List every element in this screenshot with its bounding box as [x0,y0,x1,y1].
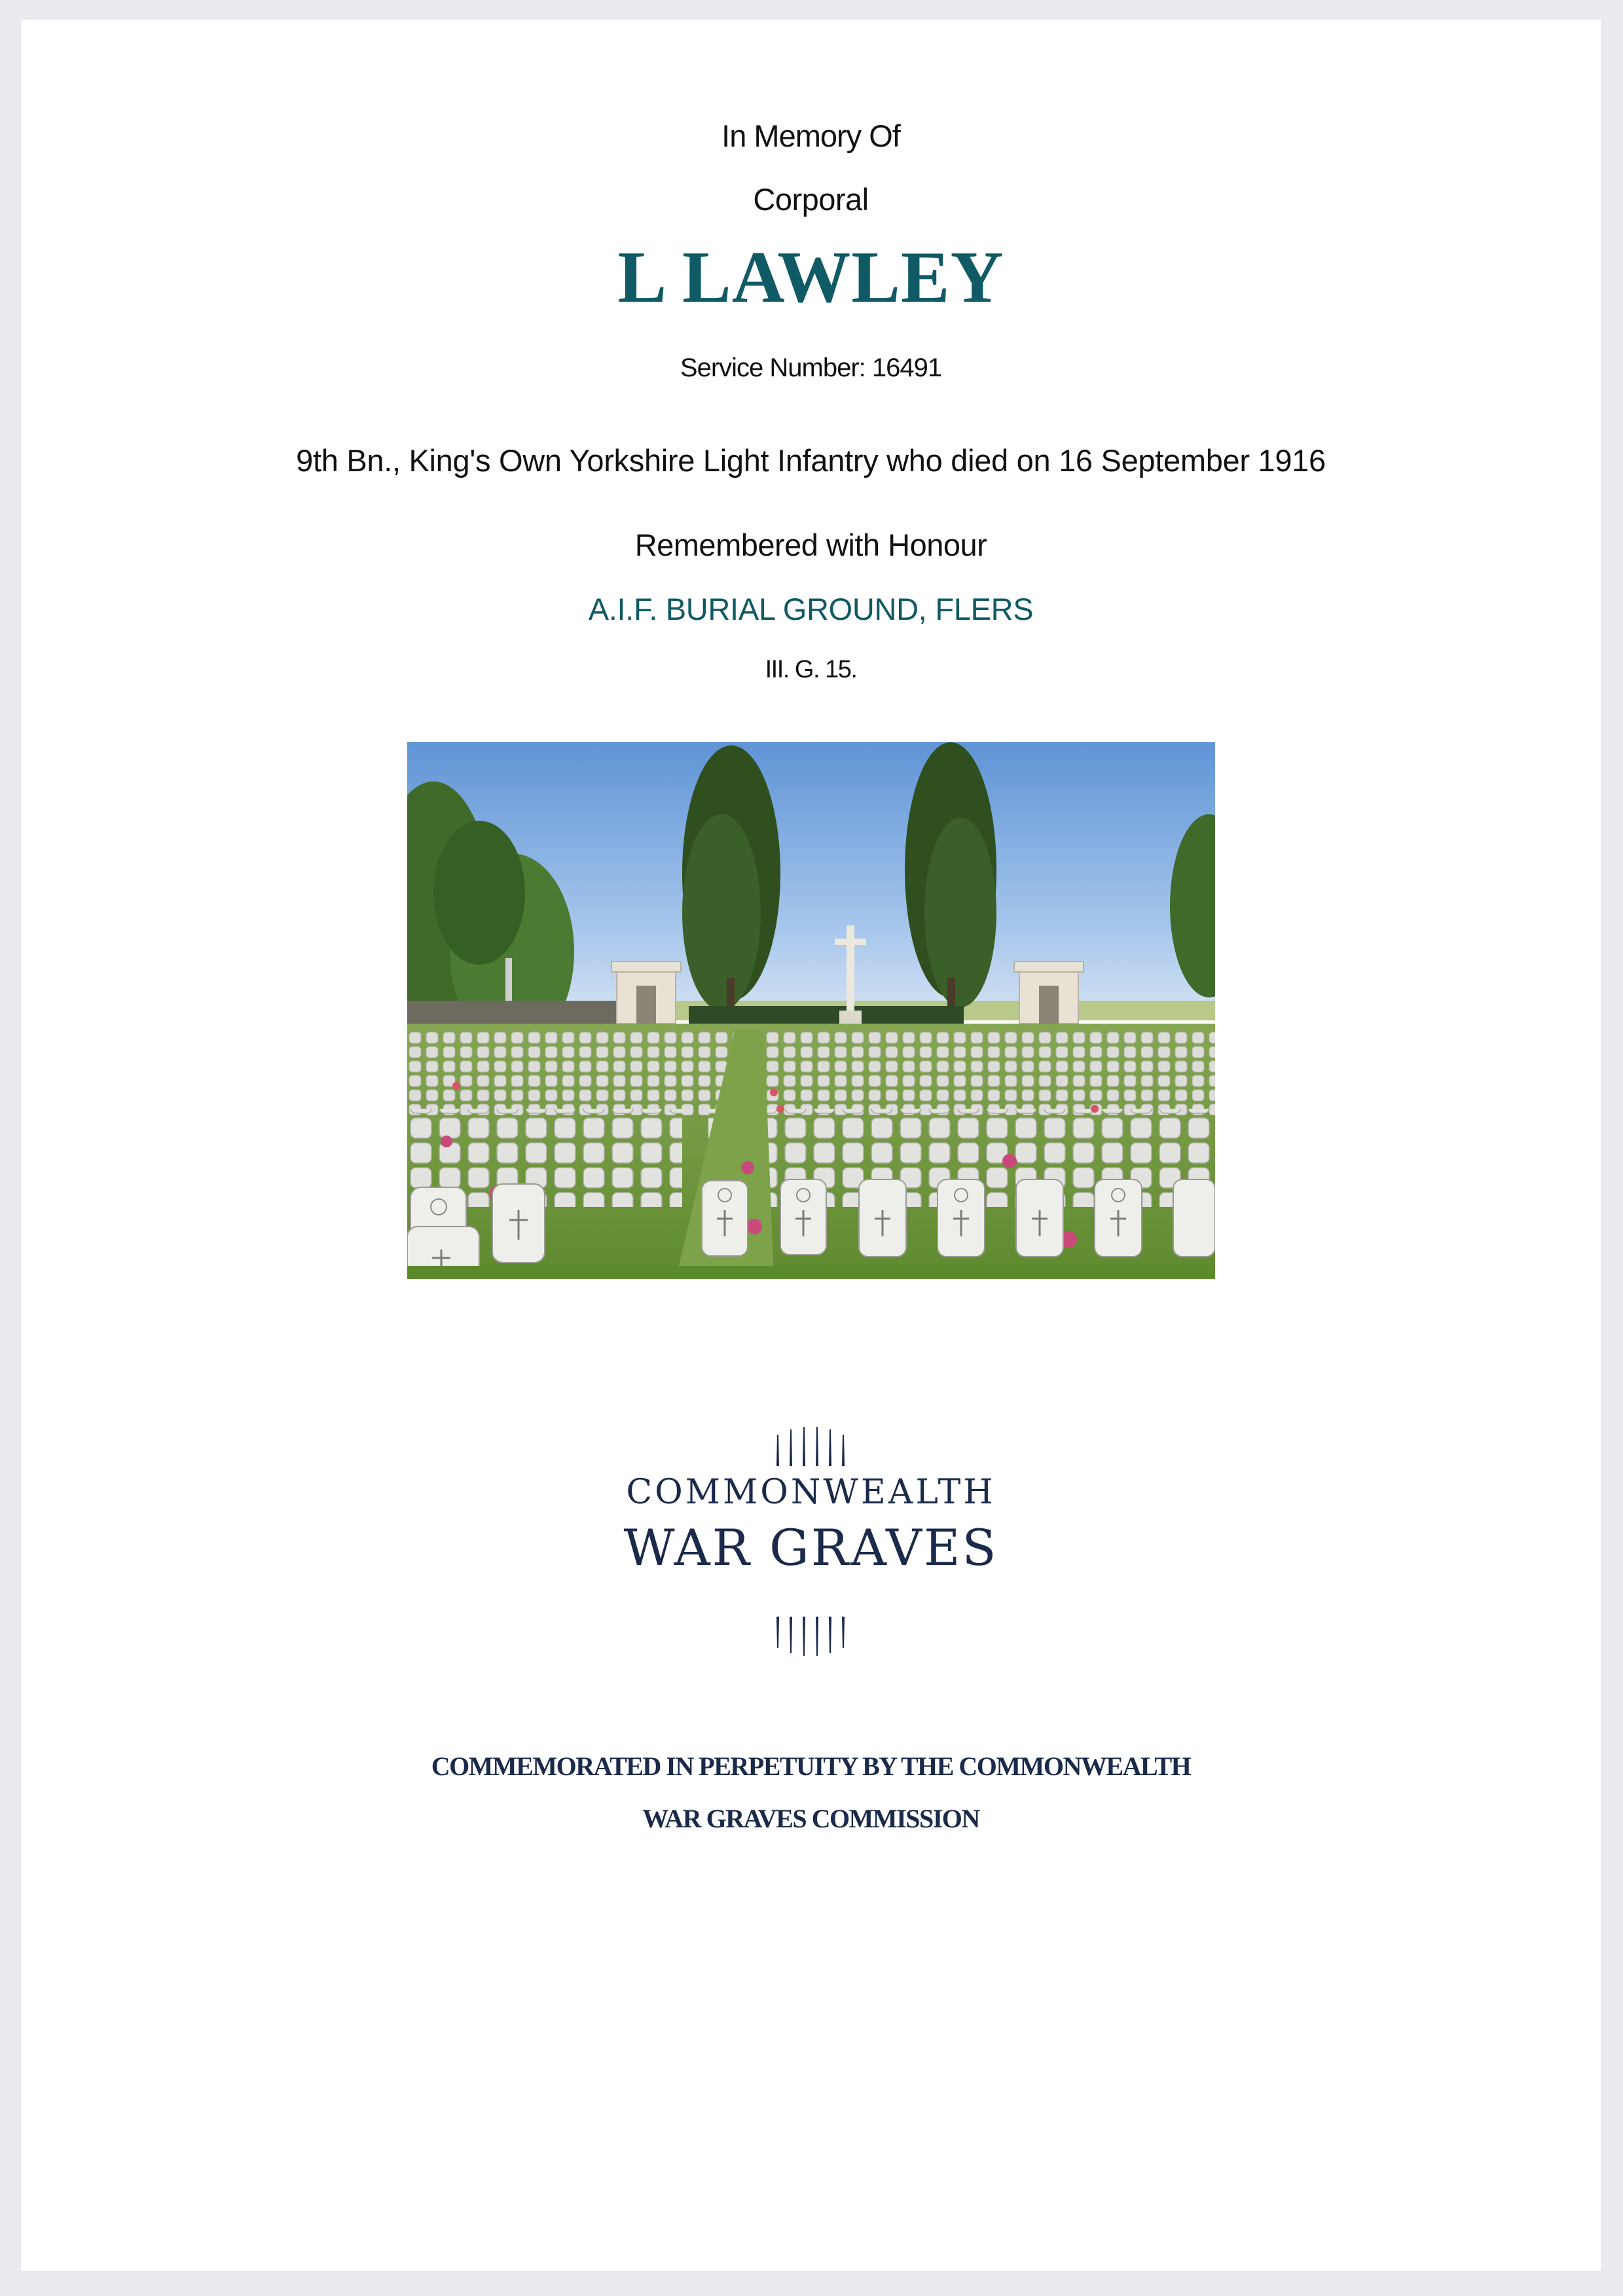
logo-text-war-graves: WAR GRAVES [623,1518,998,1577]
commemoration-line-2: WAR GRAVES COMMISSION [642,1804,979,1833]
grave-reference: III. G. 15. [765,656,857,683]
commemoration-line-1: COMMEMORATED IN PERPETUITY BY THE COMMONWEALTH [431,1751,1191,1781]
remembered-text: Remembered with Honour [634,528,987,562]
unit-and-death-date: 9th Bn., King's Own Yorkshire Light Infantry who died on 16 September 1916 [296,443,1326,478]
rank-text: Corporal [753,182,869,217]
cemetery-photo [407,742,1215,1279]
intro-text: In Memory Of [721,118,900,153]
cemetery-name: A.I.F. BURIAL GROUND, FLERS [588,592,1034,626]
service-number: Service Number: 16491 [680,353,942,382]
logo-top-mark [771,1427,850,1466]
logo-bottom-mark [771,1617,850,1656]
certificate-page [21,20,1601,2271]
cwgc-logo [21,1427,1601,1662]
logo-text-commonwealth: COMMONWEALTH [626,1473,996,1512]
casualty-name: L LAWLEY [617,237,1004,318]
